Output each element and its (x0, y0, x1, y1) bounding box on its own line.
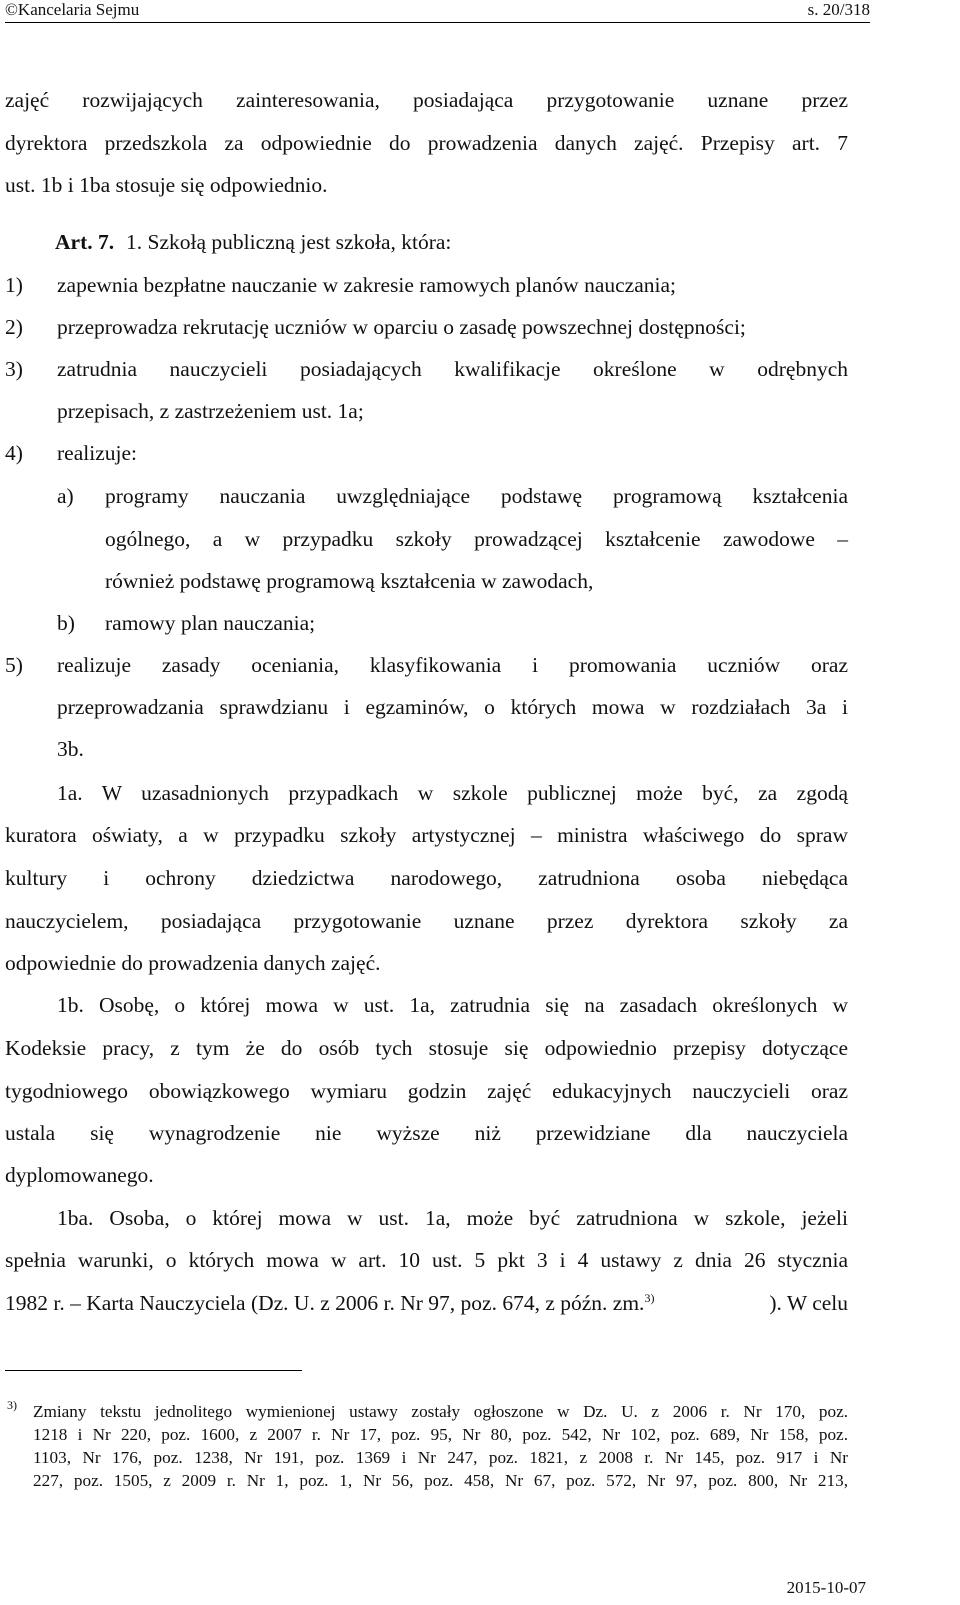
list-number: 5) (5, 653, 23, 677)
list-number: 3) (5, 357, 23, 381)
article-intro: 1. Szkołą publiczną jest szkoła, która: (126, 230, 452, 254)
paragraph-line: odpowiednie do prowadzenia danych zajęć. (5, 951, 381, 975)
footnote-reference: 3) (644, 1290, 655, 1305)
paragraph-line: spełnia warunki, o których mowa w art. 10 ust. 5 pkt 3 i 4 ustawy z dnia 26 stycznia (5, 1248, 848, 1272)
list-item: zapewnia bezpłatne nauczanie w zakresie ramowych planów nauczania; (57, 273, 676, 297)
list-item: przepisach, z zastrzeżeniem ust. 1a; (57, 399, 364, 423)
paragraph-line: 1b. Osobę, o której mowa w ust. 1a, zatrudnia się na zasadach określonych w (57, 993, 848, 1017)
paragraph-line: 1ba. Osoba, o której mowa w ust. 1a, może być zatrudniona w szkole, jeżeli (57, 1206, 848, 1230)
footnote-text (33, 1400, 848, 1492)
list-subitem: ramowy plan nauczania; (105, 611, 316, 635)
footnote-line: 1218 i Nr 220, poz. 1600, z 2007 r. Nr 17, poz. 95, Nr 80, poz. 542, Nr 102, poz. 689, Nr 158, poz. (33, 1425, 848, 1444)
list-subitem: również podstawę programową kształcenia w zawodach, (105, 569, 594, 593)
list-item: 3b. (57, 737, 84, 761)
footnote-line: Zmiany tekstu jednolitego wymienionej ustawy zostały ogłoszone w Dz. U. z 2006 r. Nr 170, poz. (33, 1402, 848, 1421)
paragraph-text-part: 1982 r. – Karta Nauczyciela (Dz. U. z 2006 r. Nr 97, poz. 674, z późn. zm. (5, 1291, 645, 1315)
list-number: 1) (5, 273, 23, 297)
list-letter: b) (57, 611, 75, 635)
paragraph-line: kuratora oświaty, a w przypadku szkoły artystycznej – ministra właściwego do spraw (5, 823, 848, 847)
paragraph-line: dyrektora przedszkola za odpowiednie do prowadzenia danych zajęć. Przepisy art. 7 (5, 131, 848, 155)
footnote-line: 227, poz. 1505, z 2009 r. Nr 1, poz. 1, Nr 56, poz. 458, Nr 67, poz. 572, Nr 97, poz. 800, Nr 213, (33, 1471, 848, 1490)
list-number: 4) (5, 441, 23, 465)
list-subitem: ogólnego, a w przypadku szkoły prowadzącej kształcenie zawodowe – (105, 527, 848, 551)
footnote-mark: 3) (7, 1398, 17, 1412)
paragraph-line (5, 1288, 848, 1318)
list-item: przeprowadzania sprawdzianu i egzaminów, o których mowa w rozdziałach 3a i (57, 695, 848, 719)
paragraph-line: dyplomowanego. (5, 1163, 154, 1187)
footnote-separator (5, 1370, 302, 1371)
paragraph-line: Kodeksie pracy, z tym że do osób tych stosuje się odpowiednio przepisy dotyczące (5, 1036, 848, 1060)
header-page-number: s. 20/318 (807, 0, 870, 19)
footer-date: 2015-10-07 (786, 1578, 866, 1597)
paragraph-line: kultury i ochrony dziedzictwa narodowego, zatrudniona osoba niebędąca (5, 866, 848, 890)
paragraph-line: nauczycielem, posiadająca przygotowanie uznane przez dyrektora szkoły za (5, 909, 848, 933)
paragraph-line: 1a. W uzasadnionych przypadkach w szkole publicznej może być, za zgodą (57, 781, 848, 805)
list-item: realizuje: (57, 441, 137, 465)
paragraph-line: zajęć rozwijających zainteresowania, posiadająca przygotowanie uznane przez (5, 88, 848, 112)
list-item: realizuje zasady oceniania, klasyfikowania i promowania uczniów oraz (57, 653, 848, 677)
list-number: 2) (5, 315, 23, 339)
paragraph-line: ustala się wynagrodzenie nie wyższe niż przewidziane dla nauczyciela (5, 1121, 848, 1145)
list-letter: a) (57, 484, 74, 508)
header-source: ©Kancelaria Sejmu (5, 0, 140, 19)
paragraph-text (5, 1288, 654, 1318)
paragraph-line: tygodniowego obowiązkowego wymiaru godzin zajęć edukacyjnych nauczycieli oraz (5, 1079, 848, 1103)
list-item: przeprowadza rekrutację uczniów w oparciu o zasadę powszechnej dostępności; (57, 315, 746, 339)
list-subitem: programy nauczania uwzględniające podstawę programową kształcenia (105, 484, 848, 508)
list-item: zatrudnia nauczycieli posiadających kwalifikacje określone w odrębnych (57, 357, 848, 381)
paragraph-line: ust. 1b i 1ba stosuje się odpowiednio. (5, 173, 328, 197)
footnote-line: 1103, Nr 176, poz. 1238, Nr 191, poz. 1369 i Nr 247, poz. 1821, z 2008 r. Nr 145, poz. 917 i Nr (33, 1448, 848, 1467)
paragraph-text-end: ). W celu (769, 1291, 848, 1315)
article-label: Art. 7. (55, 230, 115, 254)
page-header (5, 0, 870, 23)
